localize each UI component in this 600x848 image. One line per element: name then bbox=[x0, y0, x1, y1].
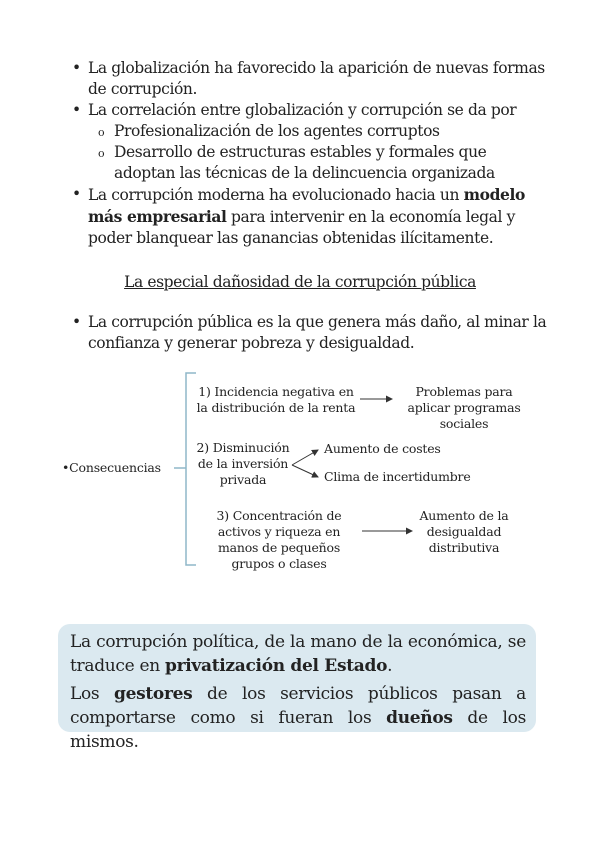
callout-p1-end: . bbox=[387, 656, 393, 676]
consequence-2-cause: 2) Disminución de la inversión privada bbox=[196, 440, 290, 487]
consequence-2-effect-a: Aumento de costes bbox=[324, 441, 441, 456]
consequence-3-cause: 3) Concentración de activos y riqueza en manos de pequeños grupos o clases bbox=[216, 508, 342, 571]
callout-p2-bold-duenos: dueños bbox=[386, 708, 453, 728]
callout-p1-text: La corrupción política, de la mano de la económica, se traduce en bbox=[70, 632, 526, 676]
callout-paragraph-1 bbox=[70, 630, 526, 678]
bullet-globalizacion: • La globalización ha favorecido la aparición de nuevas formas de corrupción. bbox=[68, 58, 548, 100]
bullet-modelo-pre: La corrupción moderna ha evolucionado hacia un bbox=[88, 186, 464, 204]
callout-box bbox=[58, 624, 536, 752]
consequence-1-effect: Problemas para aplicar programas sociales bbox=[407, 384, 521, 431]
bullet-correlacion-text: La correlación entre globalización y corrupción se da por bbox=[88, 101, 517, 119]
consequence-3-effect: Aumento de la desigualdad distributiva bbox=[419, 508, 509, 555]
consequence-2-effect-b: Clima de incertidumbre bbox=[324, 469, 471, 484]
callout-p1-bold: privatización del Estado bbox=[165, 656, 388, 676]
sub-bullet-estructuras: o Desarrollo de estructuras estables y formales que adoptan las técnicas de la delincuencia organizada bbox=[88, 142, 548, 184]
section-heading: La especial dañosidad de la corrupción pública bbox=[124, 273, 476, 291]
bullet-modelo-post: para intervenir en la economía legal y poder blanquear las ganancias obtenidas ilícitamente. bbox=[88, 208, 515, 247]
callout-p2-text-b: de los servicios públicos pasan a comportarse como si fueran los bbox=[70, 684, 526, 728]
callout-paragraph-2 bbox=[70, 682, 526, 754]
callout-p2-text-a: Los bbox=[70, 684, 114, 704]
diagram-root: •Consecuencias bbox=[62, 460, 161, 475]
callout-p2-text-c: de los mismos. bbox=[70, 708, 527, 752]
bullet-corrupcion-publica: • La corrupción pública es la que genera más daño, al minar la confianza y generar pobreza y desigualdad. bbox=[68, 312, 548, 354]
consequence-1-cause: 1) Incidencia negativa en la distribución de la renta bbox=[196, 384, 356, 415]
bullet-modelo-bold: modelo más empresarial bbox=[88, 185, 525, 226]
arrow-2b bbox=[292, 465, 318, 477]
sub-bullet-profesionalizacion: o Profesionalización de los agentes corruptos bbox=[88, 121, 548, 142]
arrow-2a bbox=[292, 450, 318, 465]
callout-p2-bold-gestores: gestores bbox=[113, 684, 193, 704]
